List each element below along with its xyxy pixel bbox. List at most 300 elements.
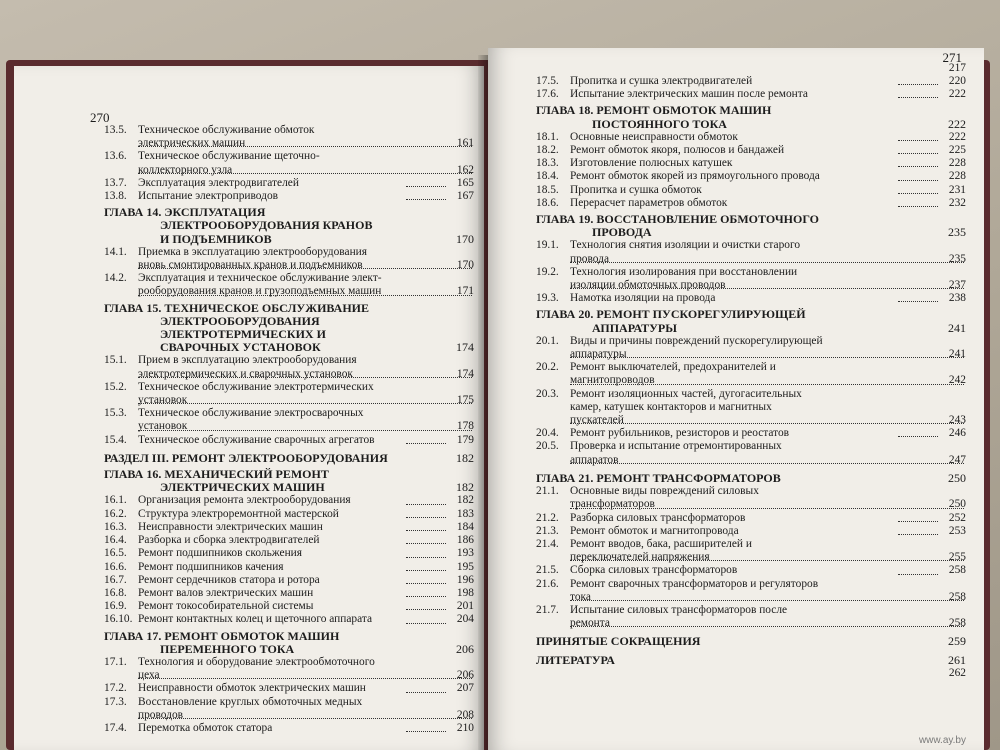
entry-title-line: Техническое обслуживание электротермических xyxy=(138,380,374,393)
entry-title-line: Ремонт обмоток якорей из прямоугольного провода xyxy=(570,170,820,183)
page-ref: 241 xyxy=(948,348,966,361)
entry-title xyxy=(138,272,446,298)
heading-title: ПРИНЯТЫЕ СОКРАЩЕНИЯ xyxy=(536,634,701,649)
entry-number: 17.1. xyxy=(104,655,127,668)
toc-entry xyxy=(536,75,966,88)
entry-title xyxy=(138,521,446,534)
page-ref: 225 xyxy=(948,144,966,157)
entry-title xyxy=(570,604,938,630)
toc-entry xyxy=(104,124,474,150)
page-ref: 207 xyxy=(456,682,474,695)
chapter-title-line: АППАРАТУРЫ xyxy=(592,320,678,335)
entry-title-line: коллекторного узла xyxy=(138,164,446,177)
entry-title-line: Разборка и сборка электродвигателей xyxy=(138,534,320,547)
entry-title-line: Основные неисправности обмоток xyxy=(570,130,738,143)
toc-entry xyxy=(104,656,474,682)
entry-number: 21.5. xyxy=(536,564,559,577)
entry-title-line: Техническое обслуживание электросварочных xyxy=(138,407,364,420)
entry-title-line: Ремонт сварочных трансформаторов и регуляторов xyxy=(570,577,819,590)
entry-title xyxy=(570,239,938,265)
entry-title-line: аппаратуры xyxy=(570,348,938,361)
entry-title-line: камер, катушек контакторов и магнитных xyxy=(570,400,772,413)
entry-number: 16.4. xyxy=(104,534,127,547)
entry-title-line: Приемка в эксплуатацию электрооборудования xyxy=(138,245,368,258)
toc-entry xyxy=(536,131,966,144)
entry-title xyxy=(138,150,446,176)
entry-number: 16.2. xyxy=(104,507,127,520)
entry-title-line: вновь смонтированных кранов и подъемников xyxy=(138,259,446,272)
chapter-heading xyxy=(104,630,474,656)
chapter-title-line: ЭЛЕКТРОТЕРМИЧЕСКИХ И xyxy=(160,327,326,342)
toc-entry xyxy=(104,613,474,626)
entry-title-line: Организация ремонта электрооборудования xyxy=(138,494,351,507)
page-ref: 258 xyxy=(948,564,966,577)
page-ref: 250 xyxy=(948,498,966,511)
entry-title-line: Ремонт токособирательной системы xyxy=(138,600,314,613)
page-ref: 235 xyxy=(948,225,966,240)
entry-title xyxy=(570,427,938,440)
chapter-title-line: ПРОВОДА xyxy=(592,225,652,240)
entry-title-line: Ремонт выключателей, предохранителей и xyxy=(570,361,776,374)
page-ref: 228 xyxy=(948,170,966,183)
entry-title-line: Пропитка и сушка обмоток xyxy=(570,183,702,196)
entry-number: 15.2. xyxy=(104,380,127,393)
entry-number: 21.3. xyxy=(536,524,559,537)
toc-entry xyxy=(536,564,966,577)
entry-number: 14.2. xyxy=(104,272,127,285)
chapter-title-line: ЭЛЕКТРИЧЕСКИХ МАШИН xyxy=(160,480,325,495)
chapter-title-line: ГЛАВА 19. ВОССТАНОВЛЕНИЕ ОБМОТОЧНОГО xyxy=(536,212,820,227)
heading-title: РАЗДЕЛ III. РЕМОНТ ЭЛЕКТРООБОРУДОВАНИЯ xyxy=(104,450,388,465)
page-ref: 161 xyxy=(456,137,474,150)
entry-title-line: цеха xyxy=(138,669,446,682)
entry-title xyxy=(570,266,938,292)
page-ref: 204 xyxy=(456,613,474,626)
page-ref: 167 xyxy=(456,190,474,203)
entry-number: 17.5. xyxy=(536,75,559,87)
entry-title-line: Структура электроремонтной мастерской xyxy=(138,507,339,520)
table-of-contents xyxy=(536,62,966,680)
entry-title xyxy=(138,613,446,626)
entry-title-line: Ремонт обмоток якоря, полюсов и бандажей xyxy=(570,144,785,157)
entry-number: 20.5. xyxy=(536,440,559,453)
entry-number: 18.4. xyxy=(536,170,559,183)
entry-number: 14.1. xyxy=(104,245,127,258)
page-ref: 241 xyxy=(948,320,966,335)
entry-title xyxy=(570,75,938,88)
entry-title xyxy=(570,564,938,577)
entry-title-line: Технология изолирования при восстановлении xyxy=(570,265,798,278)
toc-entry xyxy=(104,547,474,560)
entry-title xyxy=(570,131,938,144)
chapter-heading xyxy=(104,206,474,246)
page-ref: 174 xyxy=(456,367,474,380)
page-ref: 238 xyxy=(948,292,966,305)
page-ref: 258 xyxy=(948,590,966,603)
page-ref: 183 xyxy=(456,507,474,520)
toc-entry xyxy=(104,434,474,447)
chapter-title-line: ПЕРЕМЕННОГО ТОКА xyxy=(160,641,295,656)
toc-entry xyxy=(536,388,966,428)
entry-number: 18.2. xyxy=(536,144,559,157)
toc-entry xyxy=(104,190,474,203)
entry-number: 15.3. xyxy=(104,407,127,420)
page-ref: 178 xyxy=(456,420,474,433)
page-ref: 186 xyxy=(456,534,474,547)
entry-number: 20.2. xyxy=(536,361,559,374)
page-number: 271 xyxy=(942,50,962,65)
page-ref: 252 xyxy=(948,511,966,524)
chapter-title-line: ЭЛЕКТРООБОРУДОВАНИЯ xyxy=(160,313,320,328)
toc-entry xyxy=(104,587,474,600)
entry-number: 16.9. xyxy=(104,600,127,613)
page-ref: 179 xyxy=(456,433,474,446)
entry-title-line: Эксплуатация и техническое обслуживание элект- xyxy=(138,272,382,285)
entry-title xyxy=(570,184,938,197)
toc-entry xyxy=(104,600,474,613)
entry-title-line: электротермических и сварочных установок xyxy=(138,368,446,381)
entry-number: 13.5. xyxy=(104,124,127,136)
entry-title xyxy=(138,508,446,521)
page-ref: 165 xyxy=(456,176,474,189)
toc-entry xyxy=(104,246,474,272)
entry-number: 21.2. xyxy=(536,511,559,524)
entry-title xyxy=(138,124,446,150)
page-ref: 196 xyxy=(456,573,474,586)
entry-title-line: пускателей xyxy=(570,414,938,427)
entry-number: 17.3. xyxy=(104,695,127,708)
toc-entry xyxy=(104,521,474,534)
page-ref: 210 xyxy=(456,721,474,734)
left-page xyxy=(14,66,484,750)
heading-title: ЛИТЕРАТУРА xyxy=(536,652,615,667)
entry-title xyxy=(570,335,938,361)
page-ref: 175 xyxy=(456,394,474,407)
entry-title-line: Эксплуатация электродвигателей xyxy=(138,176,299,189)
entry-title xyxy=(570,170,938,183)
page-ref: 170 xyxy=(456,231,474,246)
entry-title xyxy=(570,538,938,564)
toc-entry xyxy=(104,696,474,722)
page-ref: 222 xyxy=(948,116,966,131)
entry-title-line: Неисправности электрических машин xyxy=(138,520,323,533)
page-ref: 195 xyxy=(456,560,474,573)
entry-title-line: Сборка силовых трансформаторов xyxy=(570,564,738,577)
page-ref: 182 xyxy=(456,480,474,495)
page-ref: 198 xyxy=(456,586,474,599)
entry-title xyxy=(138,434,446,447)
entry-title-line: провода xyxy=(570,253,938,266)
entry-title-line: Техническое обслуживание обмоток xyxy=(138,124,315,136)
page-ref: 255 xyxy=(948,551,966,564)
entry-title xyxy=(138,682,446,695)
entry-title xyxy=(138,656,446,682)
entry-title-line: Технология и оборудование электрообмоточного xyxy=(138,655,375,668)
entry-number: 18.1. xyxy=(536,130,559,143)
entry-title-line: Восстановление круглых обмоточных медных xyxy=(138,695,363,708)
entry-title-line: Пропитка и сушка электродвигателей xyxy=(570,75,753,87)
toc-entry xyxy=(104,722,474,735)
entry-title xyxy=(138,246,446,272)
toc-entry xyxy=(536,184,966,197)
page-number: 270 xyxy=(90,110,110,125)
entry-number: 18.5. xyxy=(536,183,559,196)
chapter-title-line: И ПОДЪЕМНИКОВ xyxy=(160,231,272,246)
entry-title xyxy=(570,578,938,604)
toc-entry xyxy=(104,407,474,433)
entry-number: 16.3. xyxy=(104,520,127,533)
toc-entry xyxy=(536,157,966,170)
entry-title-line: Технология снятия изоляции и очистки старого xyxy=(570,239,801,252)
entry-title xyxy=(570,388,938,428)
entry-number: 13.7. xyxy=(104,176,127,189)
entry-title xyxy=(138,574,446,587)
chapter-title-line: ГЛАВА 17. РЕМОНТ ОБМОТОК МАШИН xyxy=(104,628,340,643)
page-ref: 246 xyxy=(948,427,966,440)
page-ref: 162 xyxy=(456,163,474,176)
page-ref: 237 xyxy=(948,279,966,292)
chapter-title-line: ЭЛЕКТРООБОРУДОВАНИЯ КРАНОВ xyxy=(160,218,373,233)
page-ref: 184 xyxy=(456,520,474,533)
section-heading xyxy=(104,452,474,465)
page-ref: 261 xyxy=(948,652,966,667)
toc-entry xyxy=(536,144,966,157)
page-ref: 220 xyxy=(948,75,966,87)
chapter-title-line: СВАРОЧНЫХ УСТАНОВОК xyxy=(160,340,321,355)
entry-number: 17.2. xyxy=(104,682,127,695)
entry-title-line: Ремонт валов электрических машин xyxy=(138,586,314,599)
entry-number: 21.7. xyxy=(536,603,559,616)
chapter-heading xyxy=(536,308,966,334)
entry-title-line: Техническое обслуживание сварочных агрегатов xyxy=(138,433,375,446)
entry-number: 19.2. xyxy=(536,265,559,278)
entry-title-line: установок xyxy=(138,420,446,433)
entry-title xyxy=(138,561,446,574)
entry-title xyxy=(138,494,446,507)
entry-title xyxy=(570,525,938,538)
chapter-heading xyxy=(536,472,966,485)
entry-number: 13.8. xyxy=(104,190,127,203)
entry-title xyxy=(138,177,446,190)
entry-title xyxy=(570,197,938,210)
entry-title-line: ремонта xyxy=(570,617,938,630)
toc-entry xyxy=(536,197,966,210)
chapter-heading xyxy=(104,302,474,355)
toc-entry xyxy=(536,266,966,292)
entry-number: 13.6. xyxy=(104,150,127,163)
entry-title xyxy=(138,190,446,203)
toc-entry xyxy=(104,177,474,190)
toc-entry xyxy=(536,667,966,680)
page-ref: 253 xyxy=(948,524,966,537)
page-ref: 262 xyxy=(948,666,966,679)
toc-entry xyxy=(104,150,474,176)
entry-number: 21.6. xyxy=(536,577,559,590)
toc-entry xyxy=(536,170,966,183)
chapter-title-line: ГЛАВА 18. РЕМОНТ ОБМОТОК МАШИН xyxy=(536,103,772,118)
entry-title-line: Ремонт сердечников статора и ротора xyxy=(138,573,320,586)
toc-entry xyxy=(104,574,474,587)
chapter-title-line: ГЛАВА 16. МЕХАНИЧЕСКИЙ РЕМОНТ xyxy=(104,467,329,482)
entry-number: 16.7. xyxy=(104,573,127,586)
entry-title-line: Испытание силовых трансформаторов после xyxy=(570,603,788,616)
entry-number: 19.1. xyxy=(536,239,559,252)
chapter-title-line: ГЛАВА 20. РЕМОНТ ПУСКОРЕГУЛИРУЮЩЕЙ xyxy=(536,307,806,322)
heading-title: ГЛАВА 21. РЕМОНТ ТРАНСФОРМАТОРОВ xyxy=(536,470,781,485)
entry-number: 18.3. xyxy=(536,157,559,170)
entry-number: 15.4. xyxy=(104,433,127,446)
entry-number: 16.6. xyxy=(104,560,127,573)
toc-entry xyxy=(104,272,474,298)
table-of-contents xyxy=(104,124,474,735)
page-ref: 171 xyxy=(456,285,474,298)
entry-title xyxy=(138,354,446,380)
entry-number: 21.4. xyxy=(536,537,559,550)
toc-entry xyxy=(104,682,474,695)
entry-title-line: установок xyxy=(138,394,446,407)
page-ref: 193 xyxy=(456,547,474,560)
entry-number: 20.4. xyxy=(536,427,559,440)
entry-title-line: Испытание электрических машин после ремонта xyxy=(570,88,808,101)
page-ref: 217 xyxy=(948,61,966,74)
entry-number: 16.10. xyxy=(104,613,133,626)
entry-title-line: аппаратов xyxy=(570,454,938,467)
page-ref: 201 xyxy=(456,600,474,613)
entry-title-line: Ремонт контактных колец и щеточного аппарата xyxy=(138,613,373,626)
page-ref: 258 xyxy=(948,617,966,630)
entry-title-line: электрических машин xyxy=(138,137,446,150)
entry-title-line: рооборудования кранов и грузоподъемных машин xyxy=(138,285,446,298)
toc-entry xyxy=(104,561,474,574)
toc-entry xyxy=(536,512,966,525)
entry-title xyxy=(570,440,938,466)
page-ref: 182 xyxy=(456,450,474,465)
entry-title-line: проводов xyxy=(138,709,446,722)
entry-title-line: Ремонт обмоток и магнитопровода xyxy=(570,524,739,537)
toc-entry xyxy=(536,62,966,75)
entry-title xyxy=(138,381,446,407)
chapter-heading xyxy=(536,213,966,239)
chapter-heading xyxy=(536,654,966,667)
entry-title-line: Техническое обслуживание щеточно- xyxy=(138,150,320,163)
entry-title xyxy=(138,600,446,613)
entry-number: 17.6. xyxy=(536,88,559,101)
entry-number: 16.5. xyxy=(104,547,127,560)
entry-title xyxy=(138,534,446,547)
toc-entry xyxy=(536,239,966,265)
entry-number: 20.1. xyxy=(536,334,559,347)
page-ref: 182 xyxy=(456,494,474,507)
entry-number: 15.1. xyxy=(104,354,127,367)
page-ref: 247 xyxy=(948,453,966,466)
entry-number: 18.6. xyxy=(536,196,559,209)
chapter-title-line: ГЛАВА 15. ТЕХНИЧЕСКОЕ ОБСЛУЖИВАНИЕ xyxy=(104,300,369,315)
entry-title-line: трансформаторов xyxy=(570,498,938,511)
entry-title-line: Перемотка обмоток статора xyxy=(138,721,273,734)
page-ref: 259 xyxy=(948,634,966,649)
toc-entry xyxy=(536,525,966,538)
page-ref: 174 xyxy=(456,340,474,355)
entry-title xyxy=(570,88,938,101)
entry-title-line: магнитопроводов xyxy=(570,374,938,387)
entry-title-line: Основные виды повреждений силовых xyxy=(570,485,759,498)
toc-entry xyxy=(104,534,474,547)
toc-entry xyxy=(536,604,966,630)
page-ref: 228 xyxy=(948,157,966,170)
toc-entry xyxy=(536,485,966,511)
entry-title xyxy=(570,361,938,387)
entry-title-line: Разборка силовых трансформаторов xyxy=(570,511,746,524)
toc-entry xyxy=(104,494,474,507)
entry-title xyxy=(570,292,938,305)
entry-title-line: Прием в эксплуатацию электрооборудования xyxy=(138,354,357,367)
page-ref: 206 xyxy=(456,641,474,656)
watermark: www.ay.by xyxy=(918,735,966,746)
entry-title xyxy=(570,157,938,170)
entry-title-line: Виды и причины повреждений пускорегулирующей xyxy=(570,334,823,347)
chapter-title-line: ПОСТОЯННОГО ТОКА xyxy=(592,116,727,131)
toc-entry xyxy=(536,88,966,101)
toc-entry xyxy=(536,538,966,564)
entry-title-line: Ремонт вводов, бака, расширителей и xyxy=(570,537,752,550)
entry-title-line: Ремонт рубильников, резисторов и реостатов xyxy=(570,427,790,440)
entry-title-line: тока xyxy=(570,591,938,604)
toc-entry xyxy=(536,427,966,440)
entry-title-line: Изготовление полюсных катушек xyxy=(570,157,733,170)
page-ref: 206 xyxy=(456,669,474,682)
entry-title-line: Намотка изоляции на провода xyxy=(570,292,716,305)
entry-title-line: Перерасчет параметров обмоток xyxy=(570,196,728,209)
entry-title xyxy=(138,547,446,560)
entry-title-line: Неисправности обмоток электрических машин xyxy=(138,682,366,695)
entry-title xyxy=(138,722,446,735)
page-ref: 231 xyxy=(948,183,966,196)
entry-number: 16.8. xyxy=(104,586,127,599)
chapter-heading xyxy=(104,468,474,494)
page-ref: 243 xyxy=(948,414,966,427)
page-ref: 235 xyxy=(948,252,966,265)
toc-entry xyxy=(536,335,966,361)
entry-title-line: изоляции обмоточных проводов xyxy=(570,279,938,292)
entry-title-line: Испытание электроприводов xyxy=(138,190,279,203)
page-ref: 222 xyxy=(948,88,966,101)
entry-title xyxy=(570,485,938,511)
chapter-title-line: ГЛАВА 14. ЭКСПЛУАТАЦИЯ xyxy=(104,205,266,220)
entry-title-line: Ремонт подшипников скольжения xyxy=(138,547,302,560)
page-ref: 242 xyxy=(948,374,966,387)
entry-number: 19.3. xyxy=(536,292,559,305)
toc-entry xyxy=(104,354,474,380)
toc-entry xyxy=(536,292,966,305)
entry-title xyxy=(570,144,938,157)
entry-number: 17.4. xyxy=(104,721,127,734)
entry-number: 20.3. xyxy=(536,387,559,400)
page-ref: 170 xyxy=(456,259,474,272)
entry-number: 16.1. xyxy=(104,494,127,507)
chapter-heading xyxy=(536,104,966,130)
entry-title-line: переключателей напряжения xyxy=(570,551,938,564)
toc-entry xyxy=(104,381,474,407)
toc-entry xyxy=(536,361,966,387)
entry-title-line: Ремонт изоляционных частей, дугогасительных xyxy=(570,387,802,400)
chapter-heading xyxy=(536,635,966,648)
page-ref: 232 xyxy=(948,196,966,209)
page-ref: 222 xyxy=(948,130,966,143)
toc-entry xyxy=(536,440,966,466)
entry-title xyxy=(138,696,446,722)
page-ref: 208 xyxy=(456,708,474,721)
right-page xyxy=(488,48,984,750)
